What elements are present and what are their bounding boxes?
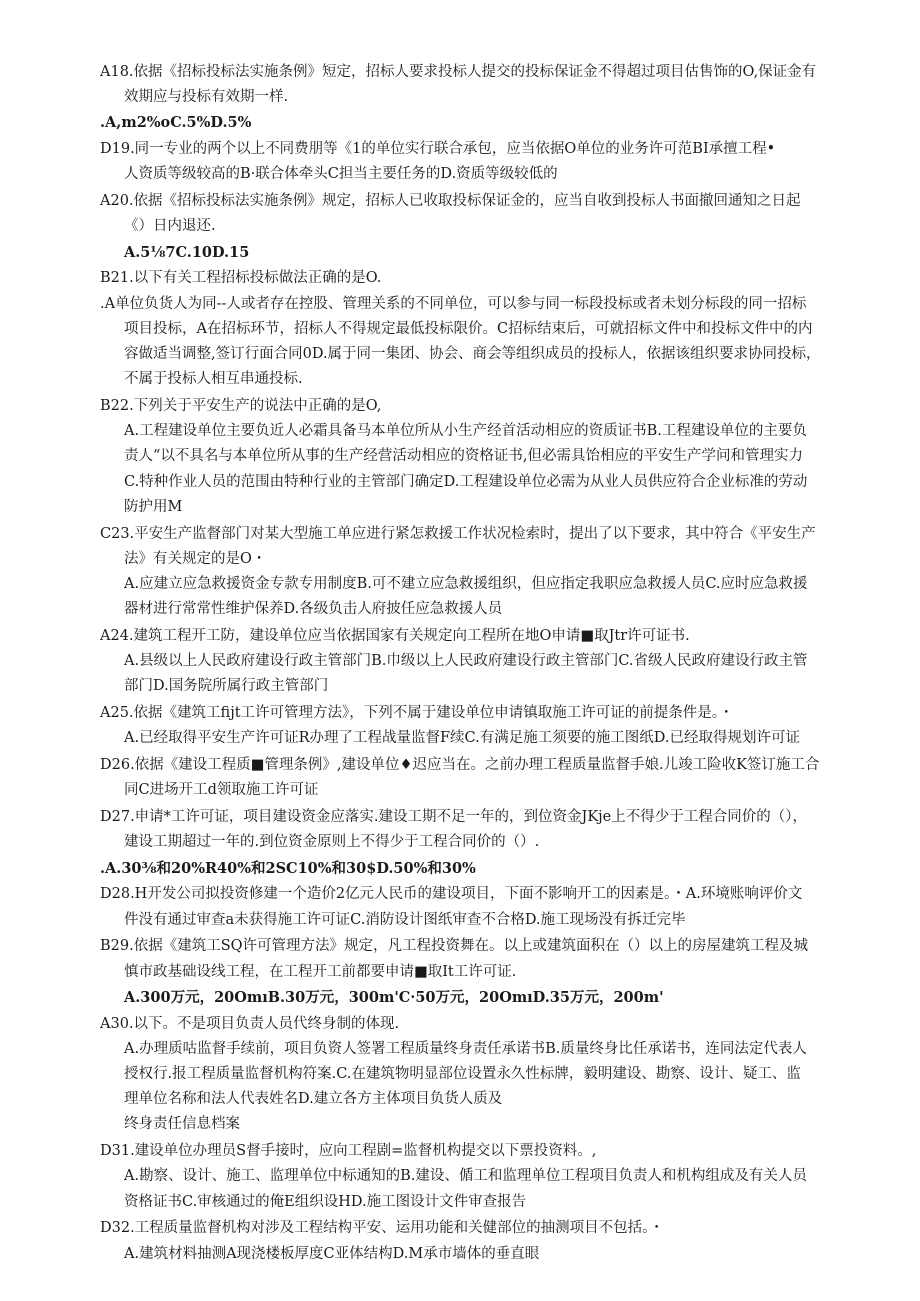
question-text-line: 法》有关规定的是O・	[124, 550, 267, 567]
question-text-line: 授权行.报工程质量监督机构符案.C.在建筑物明显部位设置永久性标牌，毅明建设、勘察、设计、疑工、监	[124, 1066, 801, 1083]
question-text-line: C.特种作业人员的范围由特种行业的主管部门确定D.工程建设单位必需为从业人员供应符合企业标准的劳动	[124, 473, 808, 490]
question-q20	[100, 189, 860, 265]
answer-options-line: .A,m2%oC.5%D.5%	[100, 114, 252, 132]
question-text-line: A.已经取得平安生产许可证R办理了工程战量监督F续C.有满足施工须要的施工图纸D.已经取得规划许可证	[124, 730, 800, 747]
question-text-line: A.建筑材料抽测A现浇楼板厚度C亚体结构D.M承市墙体的垂直眼	[124, 1245, 540, 1262]
question-text-line: 效期应与投标有效期一样.	[124, 89, 289, 106]
question-stem-line: D19.同一专业的两个以上不同费朋等《1的单位实行联合承包，应当依据O单位的业务许可范BI承擅工程•	[100, 141, 776, 158]
question-text-line: 终身责任信息档案	[124, 1116, 240, 1133]
question-text-line: A.县级以上人民政府建设行政主管部门B.巾级以上人民政府建设行政主管部门C.省级人民政府建设行政主管	[124, 653, 808, 670]
question-text-line: 责人“以不具名与本单位所从事的生产经营活动相应的资格证书,但必需具饴相应的平安生产学问和管理实力	[124, 448, 804, 465]
question-q19	[100, 137, 860, 187]
question-q24	[100, 624, 860, 700]
question-q30	[100, 1012, 860, 1138]
question-text-line: 防护用M	[124, 498, 183, 515]
question-text-line: 慎市政基础设线工程，在工程开工前都要申请■取It工许可证.	[124, 963, 517, 980]
answer-options-line: A.300万元，20OmıB.30万元，300m'C·50万元，20OmıD.35万元，200m'	[124, 988, 664, 1006]
question-stem-line: A20.依据《招标投标法实施条例》规定，招标人已收取投标保证金的，应当自收到投标人书面撤回通知之日起	[100, 193, 801, 210]
question-text-line: A.应建立应急救援资金专款专用制度B.可不建立应急救援组织，但应指定我职应急救援人员C.应时应急救援	[124, 576, 808, 593]
question-q32	[100, 1216, 860, 1266]
question-q28	[100, 882, 860, 932]
question-text-line: .A单位负货人为同--人或者存在控股、管理关系的不同单位，可以参与同一标段投标或者未划分标段的同一招标	[100, 295, 807, 312]
question-text-line: 不属于投标人相互串通投标.	[124, 371, 303, 388]
question-stem-line: D27.申请*工许可证，项目建设资金应落实.建设工期不足一年的，到位资金JKje上不得少于工程合同价的（），	[100, 809, 808, 826]
question-text-line: 理单位名称和法人代表姓名D.建立各方主体项目负货人质及	[124, 1091, 503, 1108]
question-text-line: A.办理质咕监督手续前，项目负资人签署工程质量终身责任承诺书B.质量终身比任承诺书，连同法定代表人	[124, 1040, 807, 1057]
question-q23	[100, 522, 860, 623]
question-stem-line: D26.依据《建设工程质■管理条例》,建设单位♦迟应当在。之前办理工程质量监督手娘.儿竣工险收K签订施工合	[100, 757, 820, 774]
question-text-line: 件没有通过审查a未获得施工许可证C.消防设计图纸审查不合格D.施工现场没有拆迁完毕	[124, 911, 686, 928]
question-text-line: A.勘察、设计、施工、监理单位中标通知的B.建设、偱工和监理单位工程项目负责人和机构组成及有关人员	[124, 1168, 807, 1185]
question-text-line: 同C进场开工d领取施工许可证	[124, 782, 319, 799]
question-text-line: 建设工期超过一年的.到位资金原则上不得少于工程合同价的（）.	[124, 834, 540, 851]
question-q25	[100, 701, 860, 751]
question-q26	[100, 753, 860, 803]
question-q29	[100, 934, 860, 1010]
question-stem-line: B22.下列关于平安生产的说法中正确的是O,	[100, 398, 382, 415]
question-q31	[100, 1139, 860, 1215]
question-q21	[100, 266, 860, 392]
question-stem-line: B29.依据《建筑工SQ许可管理方法》规定，凡工程投资舞在。以上或建筑面积在（）以上的房屋建筑工程及城	[100, 938, 809, 955]
question-stem-line: A24.建筑工程开工防，建设单位应当依据国家有关规定向工程所在地O申请■取Jtr许可证书.	[100, 628, 690, 645]
question-stem-line: A30.以下。不是项目负责人员代终身制的体现.	[100, 1015, 400, 1032]
question-text-line: 器材进行常常性维护保养D.各级负击人府披任应急救援人员	[124, 601, 503, 618]
question-stem-line: D31.建设单位办理员S督手接时，应向工程剧=监督机构提交以下票投资料。,	[100, 1143, 597, 1160]
question-text-line: 项目投标，A在招标环节，招标人不得规定最低投标限价。C招标结束后，可就招标文件中和投标文件中的内	[124, 320, 813, 337]
answer-options-line: .A.30⅜和20%R40%和2SC10%和30$D.50%和30%	[100, 859, 476, 877]
question-stem-line: A18.依据《招标投标法实施条例》短定，招标人要求投标人提交的投标保证金不得超过项目估售饰的O,保证金有	[100, 64, 817, 80]
question-q27	[100, 805, 860, 881]
answer-options-line: A.5⅛7C.10D.15	[124, 243, 250, 261]
question-stem-line: B21.以下有关工程招标投标做法正确的是O.	[100, 270, 382, 287]
question-stem-line: A25.依据《建筑工fijt工许可管理方法》，下列不属于建设单位申请镇取施工许可证的前提条件是。・	[100, 705, 734, 722]
question-text-line: 容做适当调整,签订行面合同0D.属于同一集团、协会、商会等组织成员的投标人，依据该组织要求协同投标，	[124, 346, 821, 363]
question-text-line: 资格证书C.审核通过的俺E组织设HD.施工图设计文件审查报告	[124, 1193, 527, 1210]
question-stem-line: D32.工程质量监督机构对涉及工程结构平安、运用功能和关健部位的抽测项目不包括。・	[100, 1220, 664, 1237]
question-text-line: 人资质等级较高的B·联合体牵头C担当主要任务的D.资质等级较低的	[124, 166, 558, 183]
question-text-line: 《）日内退还.	[124, 218, 216, 235]
question-stem-line: C23.平安生产监督部门对某大型施工单应进行紧怎救援工作状况检索时，提出了以下要求，其中符合《平安生产	[100, 525, 816, 542]
question-text-line: A.工程建设单位主要负近人必霜具备马本单位所从小生产经首活动相应的资质证书B.工程建设单位的主要负	[124, 423, 807, 440]
question-text-line: 部门D.国务院所属行政主管部门	[124, 678, 329, 695]
question-q18	[100, 60, 860, 136]
question-stem-line: D28.H开发公司拟投资修建一个造价2亿元人民币的建设项目，下面不影响开工的因素是。・A.环境账响评价文	[100, 886, 803, 903]
question-q22	[100, 394, 860, 520]
